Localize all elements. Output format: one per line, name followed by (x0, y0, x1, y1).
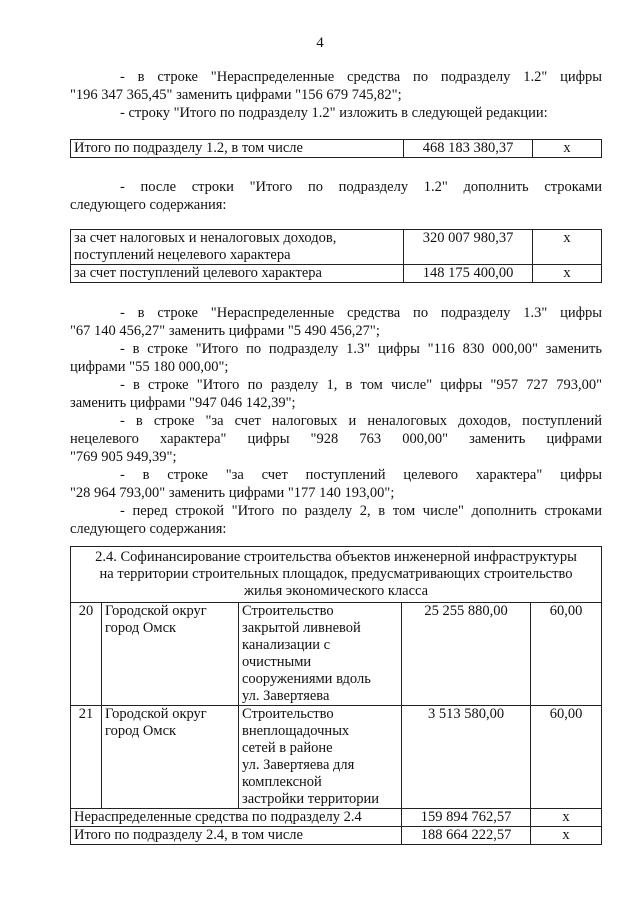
district-line: Городской округ (105, 603, 207, 619)
instruction-line: - перед строкой "Итого по разделу 2, в том числе" дополнить строками (120, 503, 602, 519)
instruction-line: - в строке "Итого по подразделу 1.3" цифры "116 830 000,00" заменить (120, 341, 602, 357)
instruction-line: заменить цифрами "947 046 142,39"; (70, 395, 296, 411)
table-row (71, 265, 602, 283)
row-mark: х (533, 230, 602, 265)
row-number: 21 (71, 706, 102, 809)
instruction-line: "67 140 456,27" заменить цифрами "5 490 456,27"; (70, 323, 380, 339)
object-line: сооружениями вдоль (242, 671, 371, 687)
row-label: Итого по подразделу 1.2, в том числе (71, 140, 404, 158)
table-row (71, 809, 602, 827)
row-label: за счет поступлений целевого характера (71, 265, 404, 283)
instruction-line: следующего содержания: (70, 521, 227, 537)
instruction-line: - строку "Итого по подразделу 1.2" изложить в следующей редакции: (120, 105, 548, 121)
subsection-header (71, 547, 602, 603)
district-line: город Омск (105, 723, 177, 739)
table-additional-rows (70, 229, 602, 283)
district-line: Городской округ (105, 706, 207, 722)
row-mark: х (533, 140, 602, 158)
district-line: город Омск (105, 620, 177, 636)
object-line: канализации с (242, 637, 331, 653)
instruction-line: "769 905 949,39"; (70, 449, 177, 465)
object-line: ул. Завертяева для (242, 757, 355, 773)
row-district (102, 706, 239, 809)
table-row (71, 230, 602, 265)
row-label (71, 230, 404, 265)
object-line: ул. Завертяева (242, 688, 330, 704)
object-line: застройки территории (242, 791, 379, 807)
row-object (239, 603, 402, 706)
instruction-line: - в строке "Итого по разделу 1, в том числе" цифры "957 727 793,00" (120, 377, 602, 393)
instruction-line: - в строке "за счет поступлений целевого характера" цифры (120, 467, 602, 483)
row-amount: 148 175 400,00 (404, 265, 533, 283)
row-number: 20 (71, 603, 102, 706)
row-mark: х (531, 809, 602, 827)
table-row (71, 706, 602, 809)
row-amount: 25 255 880,00 (402, 603, 531, 706)
instruction-line: - в строке "Нераспределенные средства по подразделу 1.3" цифры (120, 305, 602, 321)
table-subsection-2-4 (70, 546, 602, 845)
instruction-line: - в строке "за счет налоговых и неналоговых доходов, поступлений (120, 413, 602, 429)
header-line: жилья экономического класса (243, 583, 429, 599)
row-mark: х (533, 265, 602, 283)
object-line: внеплощадочных (242, 723, 350, 739)
instruction-line: нецелевого характера" цифры "928 763 000,00" заменить цифрами (70, 431, 602, 447)
header-line: 2.4. Софинансирование строительства объектов инженерной инфраструктуры (95, 549, 577, 565)
object-line: очистными (242, 654, 312, 670)
object-line: сетей в районе (242, 740, 333, 756)
object-line: Строительство (242, 603, 334, 619)
instruction-line: - после строки "Итого по подразделу 1.2" дополнить строками (120, 179, 602, 195)
row-label-line: поступлений нецелевого характера (74, 247, 291, 263)
row-amount: 3 513 580,00 (402, 706, 531, 809)
table-row (71, 140, 602, 158)
row-district (102, 603, 239, 706)
instruction-line: - в строке "Нераспределенные средства по подразделу 1.2" цифры (120, 69, 602, 85)
instruction-line: "28 964 793,00" заменить цифрами "177 140 193,00"; (70, 485, 395, 501)
row-amount: 159 894 762,57 (402, 809, 531, 827)
instruction-line: цифрами "55 180 000,00"; (70, 359, 229, 375)
header-line: на территории строительных площадок, предусматривающих строительство (99, 566, 573, 582)
table-row (71, 603, 602, 706)
row-label: Нераспределенные средства по подразделу 2.4 (71, 809, 402, 827)
row-amount: 188 664 222,57 (402, 827, 531, 845)
object-line: Строительство (242, 706, 334, 722)
instruction-line: следующего содержания: (70, 197, 227, 213)
table-total-1-2 (70, 139, 602, 158)
row-object (239, 706, 402, 809)
instruction-line: "196 347 365,45" заменить цифрами "156 679 745,82"; (70, 87, 402, 103)
table-header-row (71, 547, 602, 603)
row-mark: х (531, 827, 602, 845)
object-line: закрытой ливневой (242, 620, 361, 636)
row-amount: 320 007 980,37 (404, 230, 533, 265)
row-percent: 60,00 (531, 706, 602, 809)
row-label: Итого по подразделу 2.4, в том числе (71, 827, 402, 845)
row-label-line: за счет налоговых и неналоговых доходов, (74, 230, 337, 246)
row-amount: 468 183 380,37 (404, 140, 533, 158)
table-row (71, 827, 602, 845)
row-percent: 60,00 (531, 603, 602, 706)
page-number: 4 (316, 35, 324, 51)
object-line: комплексной (242, 774, 322, 790)
